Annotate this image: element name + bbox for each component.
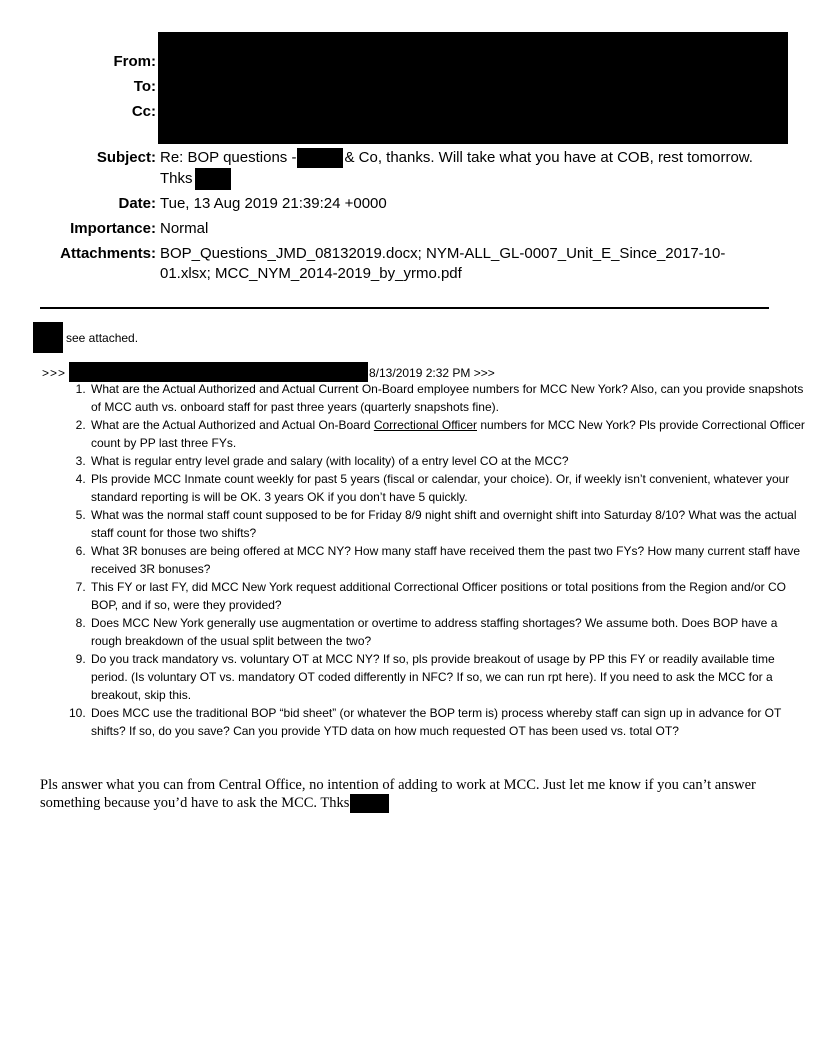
date-label: Date: bbox=[118, 195, 156, 212]
from-label: From: bbox=[113, 53, 156, 70]
importance-label: Importance: bbox=[70, 220, 156, 237]
quote-suffix: 8/13/2019 2:32 PM >>> bbox=[369, 366, 495, 380]
to-label: To: bbox=[133, 78, 156, 95]
question-item: 5. What was the normal staff count supposed to be for Friday 8/9 night shift and overnight shift into Saturday 8/10? What was the actual staff count for those two shifts? bbox=[89, 506, 807, 542]
date-value: Tue, 13 Aug 2019 21:39:24 +0000 bbox=[160, 195, 387, 212]
subject-text-part1: Re: BOP questions - bbox=[160, 149, 297, 166]
reply-text: see attached. bbox=[66, 331, 139, 345]
reply-redaction bbox=[33, 322, 63, 353]
question-text: What are the Actual Authorized and Actual On-Board bbox=[91, 418, 374, 432]
question-text: numbers for MCC New York? Pls provide Correctional Officer count by PP last three FYs. bbox=[91, 418, 805, 450]
question-item: 9. Do you track mandatory vs. voluntary OT at MCC NY? If so, pls provide breakout of usage by PP this FY or readily available time period. (Is voluntary OT vs. mandatory OT coded differently in NFC? If so, we can run rpt here). If you need to ask the MCC for a breakout, skip this. bbox=[89, 650, 807, 704]
subject-label: Subject: bbox=[96, 149, 156, 166]
closing-text: Pls answer what you can from Central Office, no intention of adding to work at MCC. Just let me know if you can’t answer something because you’d have to ask the MCC. Thks bbox=[40, 777, 756, 811]
attachments-value[interactable]: BOP_Questions_JMD_08132019.docx; NYM-ALL_GL-0007_Unit_E_Since_2017-10-01.xlsx; MCC_NYM_2014-2019_by_yrmo.pdf bbox=[160, 245, 726, 282]
closing-redaction bbox=[350, 794, 389, 813]
subject-redaction-2 bbox=[195, 168, 231, 190]
subject-value bbox=[160, 148, 770, 190]
questions-list bbox=[58, 380, 807, 740]
question-item: 6. What 3R bonuses are being offered at MCC NY? How many staff have received them the past two FYs? How many current staff have received 3R bonuses? bbox=[89, 542, 807, 578]
header-redaction-block bbox=[158, 32, 788, 144]
cc-label: Cc: bbox=[131, 103, 156, 120]
question-item: 4. Pls provide MCC Inmate count weekly for past 5 years (fiscal or calendar, your choice). Or, if weekly isn’t convenient, whatever your standard reporting is will be OK. 3 years OK if you don’t have 5 quickly. bbox=[89, 470, 807, 506]
question-item: 10. Does MCC use the traditional BOP “bid sheet” (or whatever the BOP term is) process whereby staff can sign up in advance for OT shifts? If so, do you save? Can you provide YTD data on how much requested OT has been used vs. total OT? bbox=[89, 704, 807, 740]
quote-prefix: >>> bbox=[42, 366, 67, 380]
attachments-label: Attachments: bbox=[60, 245, 156, 262]
closing-paragraph bbox=[40, 776, 770, 813]
question-item: 3. What is regular entry level grade and salary (with locality) of a entry level CO at the MCC? bbox=[89, 452, 807, 470]
question-item: 1. What are the Actual Authorized and Actual Current On-Board employee numbers for MCC New York? Also, can you provide snapshots of MCC auth vs. onboard staff for past three years (quarterly snapshots fine). bbox=[89, 380, 807, 416]
header-divider bbox=[40, 307, 769, 309]
subject-text-part2: & Co, thanks. Will take what you have at COB, rest tomorrow. Thks bbox=[160, 149, 757, 187]
subject-redaction-1 bbox=[297, 148, 343, 168]
question-underlined-text: Correctional Officer bbox=[373, 418, 477, 432]
question-item: 8. Does MCC New York generally use augmentation or overtime to address staffing shortages? We assume both. Does BOP have a rough breakdown of the usual split between the two? bbox=[89, 614, 807, 650]
question-item bbox=[89, 416, 807, 452]
question-item: 7. This FY or last FY, did MCC New York request additional Correctional Officer positions or total positions from the Region and/or CO BOP, and if so, were they provided? bbox=[89, 578, 807, 614]
quote-sender-redaction bbox=[69, 362, 368, 382]
importance-value: Normal bbox=[160, 220, 209, 237]
